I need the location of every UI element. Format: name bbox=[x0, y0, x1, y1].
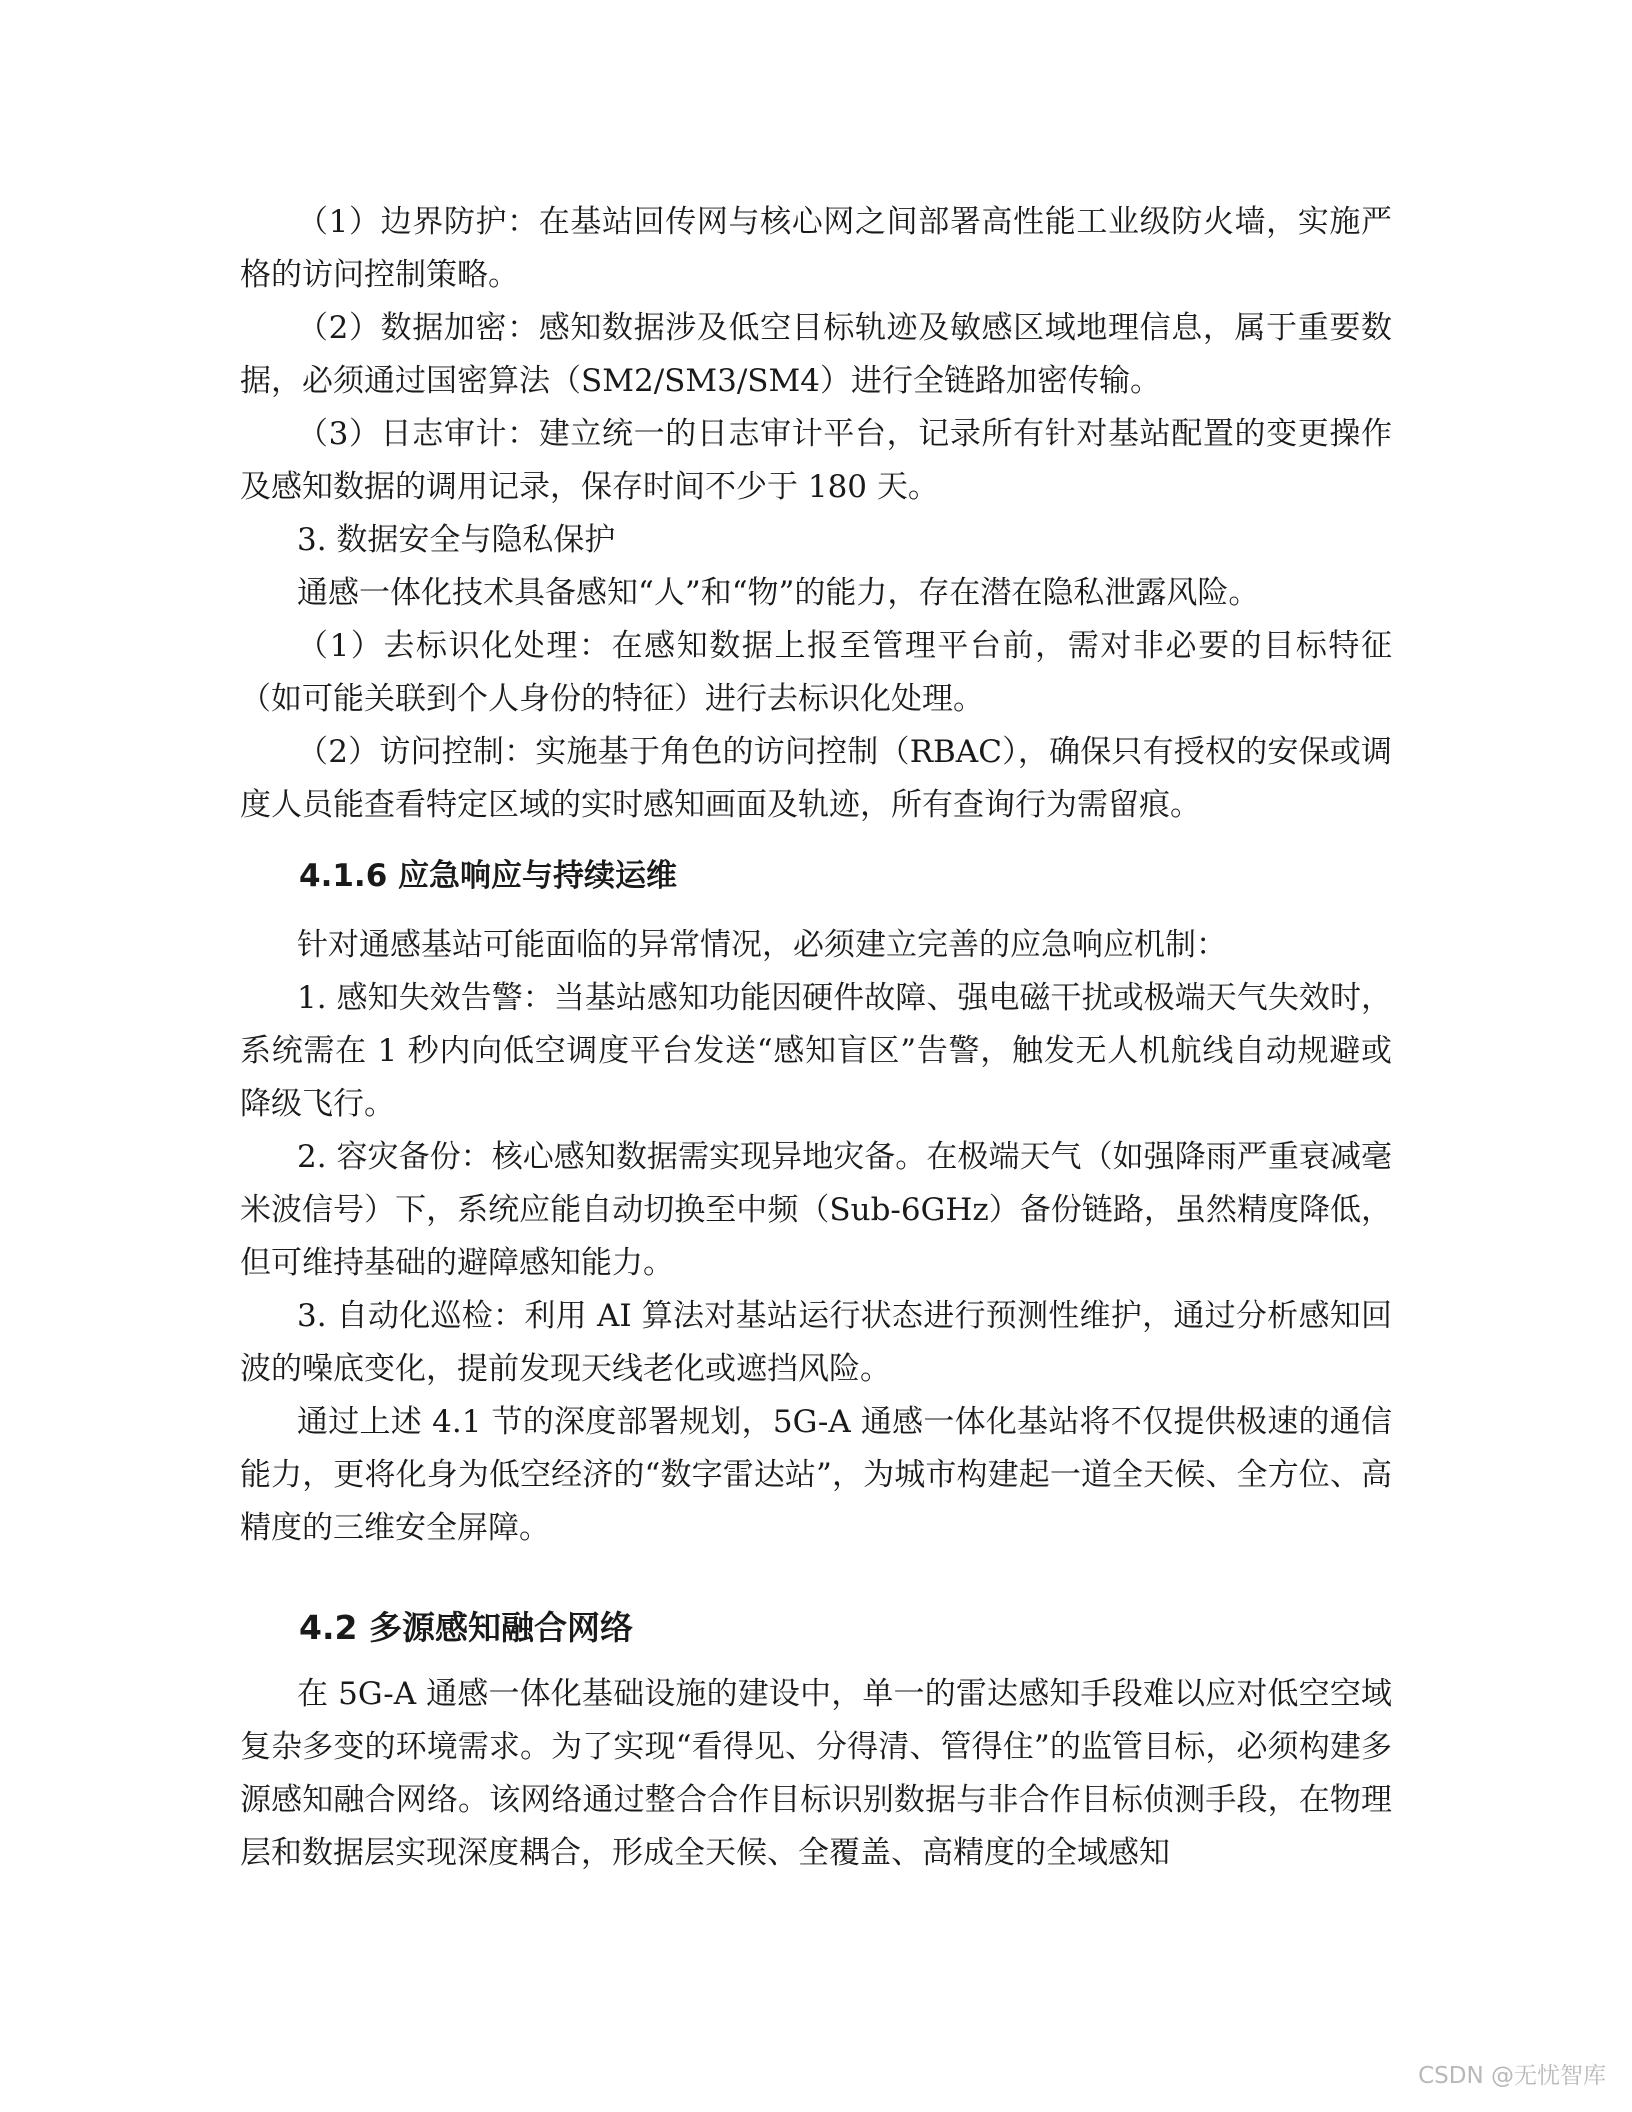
emergency-intro-paragraph: 针对通感基站可能面临的异常情况，必须建立完善的应急响应机制： bbox=[297, 927, 1227, 963]
csdn-watermark: CSDN @无忧智库 bbox=[1418, 2063, 1606, 2089]
document-page bbox=[240, 196, 1392, 1880]
section-4-2-heading: 4.2 多源感知融合网络 bbox=[299, 1608, 633, 1647]
deidentification-paragraph: （1）去标识化处理：在感知数据上报至管理平台前，需对非必要的目标特征（如可能关联到个人身份的特征）进行去标识化处理。 bbox=[240, 628, 1392, 717]
multi-source-fusion-paragraph: 在 5G-A 通感一体化基础设施的建设中，单一的雷达感知手段难以应对低空空域复杂多变的环境需求。为了实现“看得见、分得清、管得住”的监管目标，必须构建多源感知融合网络。该网络通过整合合作目标识别数据与非合作目标侦测手段，在物理层和数据层实现深度耦合，形成全天候、全覆盖、高精度的全域感知 bbox=[240, 1676, 1392, 1871]
section-4-1-6-heading: 4.1.6 应急响应与持续运维 bbox=[299, 858, 678, 894]
subsection-3-title: 3. 数据安全与隐私保护 bbox=[297, 522, 616, 558]
sensing-failure-alarm-paragraph: 1. 感知失效告警：当基站感知功能因硬件故障、强电磁干扰或极端天气失效时，系统需在 1 秒内向低空调度平台发送“感知盲区”告警，触发无人机航线自动规避或降级飞行。 bbox=[240, 980, 1392, 1122]
log-audit-paragraph: （3）日志审计：建立统一的日志审计平台，记录所有针对基站配置的变更操作及感知数据的调用记录，保存时间不少于 180 天。 bbox=[240, 416, 1392, 505]
auto-inspection-paragraph: 3. 自动化巡检：利用 AI 算法对基站运行状态进行预测性维护，通过分析感知回波的噪底变化，提前发现天线老化或遮挡风险。 bbox=[240, 1298, 1392, 1387]
access-control-paragraph: （2）访问控制：实施基于角色的访问控制（RBAC），确保只有授权的安保或调度人员能查看特定区域的实时感知画面及轨迹，所有查询行为需留痕。 bbox=[240, 734, 1392, 823]
data-encryption-paragraph: （2）数据加密：感知数据涉及低空目标轨迹及敏感区域地理信息，属于重要数据，必须通过国密算法（SM2/SM3/SM4）进行全链路加密传输。 bbox=[240, 310, 1392, 399]
disaster-backup-paragraph: 2. 容灾备份：核心感知数据需实现异地灾备。在极端天气（如强降雨严重衰减毫米波信号）下，系统应能自动切换至中频（Sub-6GHz）备份链路，虽然精度降低，但可维持基础的避障感知能力。 bbox=[240, 1139, 1392, 1281]
border-protection-paragraph: （1）边界防护：在基站回传网与核心网之间部署高性能工业级防火墙，实施严格的访问控制策略。 bbox=[240, 204, 1392, 293]
privacy-intro-paragraph: 通感一体化技术具备感知“人”和“物”的能力，存在潜在隐私泄露风险。 bbox=[297, 575, 1260, 611]
summary-paragraph: 通过上述 4.1 节的深度部署规划，5G-A 通感一体化基站将不仅提供极速的通信能力，更将化身为低空经济的“数字雷达站”，为城市构建起一道全天候、全方位、高精度的三维安全屏障。 bbox=[240, 1404, 1392, 1546]
